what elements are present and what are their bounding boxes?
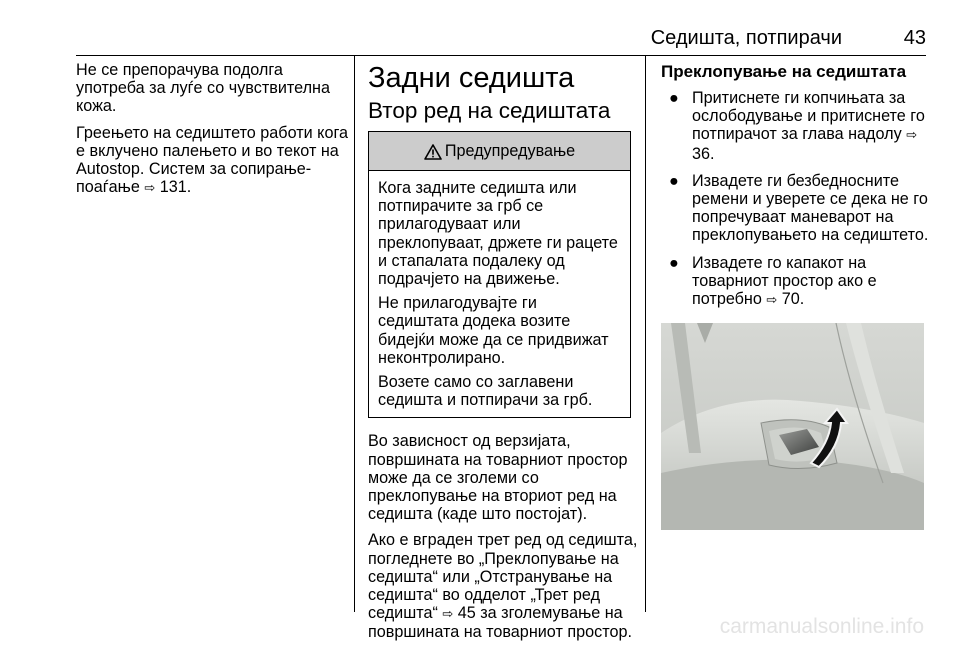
column-divider-1 — [354, 55, 355, 612]
bullet-icon: ● — [669, 171, 679, 190]
procedure-heading: Преклопување на седиштата — [661, 62, 907, 81]
bullet-icon: ● — [669, 89, 679, 107]
warning-paragraph: Кога задните седишта или потпирачите за грб се прилагодуваат или преклопуваат, држете ги рацете и стапалата подалеку од подрачјето на движење. — [378, 179, 618, 289]
subsection-heading: Втор ред на седиштата — [368, 98, 611, 123]
page-ref-link[interactable]: 70 — [781, 290, 800, 309]
paragraph-skin-warning: Не се препорачува подолга употреба за луѓе со чувствителна кожа. — [76, 61, 330, 116]
running-header-title: Седишта, потпирачи — [650, 27, 842, 49]
column-2 — [368, 61, 640, 650]
page-ref-link[interactable]: 45 — [457, 604, 476, 623]
warning-body — [369, 171, 630, 417]
page-ref-arrow-icon: ⇨ — [906, 127, 918, 143]
bullet-icon: ● — [669, 253, 679, 272]
warning-paragraph: Не прилагодувајте ги седиштата додека возите бидејќи може да се придвижат неконтролирано. — [378, 294, 609, 367]
warning-triangle-icon — [424, 144, 442, 160]
page-ref-arrow-icon: ⇨ — [144, 180, 156, 196]
list-item: ● Притиснете ги копчињата за ослободување и притиснете го потпирачот за глава надолу ⇨ 36. — [669, 89, 925, 163]
paragraph-version-info: Во зависност од верзијата, површината на товарниот простор може да се зголеми со преклопување на вториот ред на седишта (каде што постојат). — [368, 432, 628, 524]
watermark-text: carmanualsonline.info — [719, 615, 924, 638]
page-ref-link[interactable]: 36 — [692, 144, 711, 163]
paragraph-third-row-info: Ако е вграден трет ред од седишта, погледнете во „Преклопување на седишта“ или „Отстранување на седишта“ во одделот „Трет ред седишта“ ⇨ 45 за зголемување на површината на товарниот простор. — [368, 531, 638, 642]
column-divider-2 — [645, 55, 646, 612]
warning-header — [369, 132, 630, 171]
warning-box — [368, 131, 631, 418]
paragraph-heating-info: Греењето на седиштето работи кога е вклучено палењето и во текот на Autostop. Систем за сопирање-поаѓање ⇨ 131. — [76, 123, 348, 197]
section-heading: Задни седишта — [368, 62, 575, 94]
header-rule — [76, 55, 926, 56]
page-ref-link[interactable]: 131 — [159, 178, 187, 197]
page-ref-arrow-icon: ⇨ — [766, 292, 778, 308]
list-item: ● Извадете го капакот на товарниот простор ако е потребно ⇨ 70. — [669, 253, 877, 309]
seat-release-figure — [661, 323, 924, 530]
column-1 — [76, 61, 348, 205]
list-item: ● Извадете ги безбедносните ремени и уверете се дека не го попречуваат маневарот на преклопувањето на седиштето. — [669, 171, 929, 245]
column-3 — [661, 61, 933, 530]
page-ref-arrow-icon: ⇨ — [442, 606, 454, 622]
warning-paragraph: Возете само со заглавени седишта и потпирачи за грб. — [378, 373, 593, 410]
seat-release-illustration — [661, 323, 924, 530]
warning-title: Предупредување — [444, 141, 576, 160]
page-number: 43 — [903, 27, 926, 49]
procedure-steps — [661, 89, 933, 309]
